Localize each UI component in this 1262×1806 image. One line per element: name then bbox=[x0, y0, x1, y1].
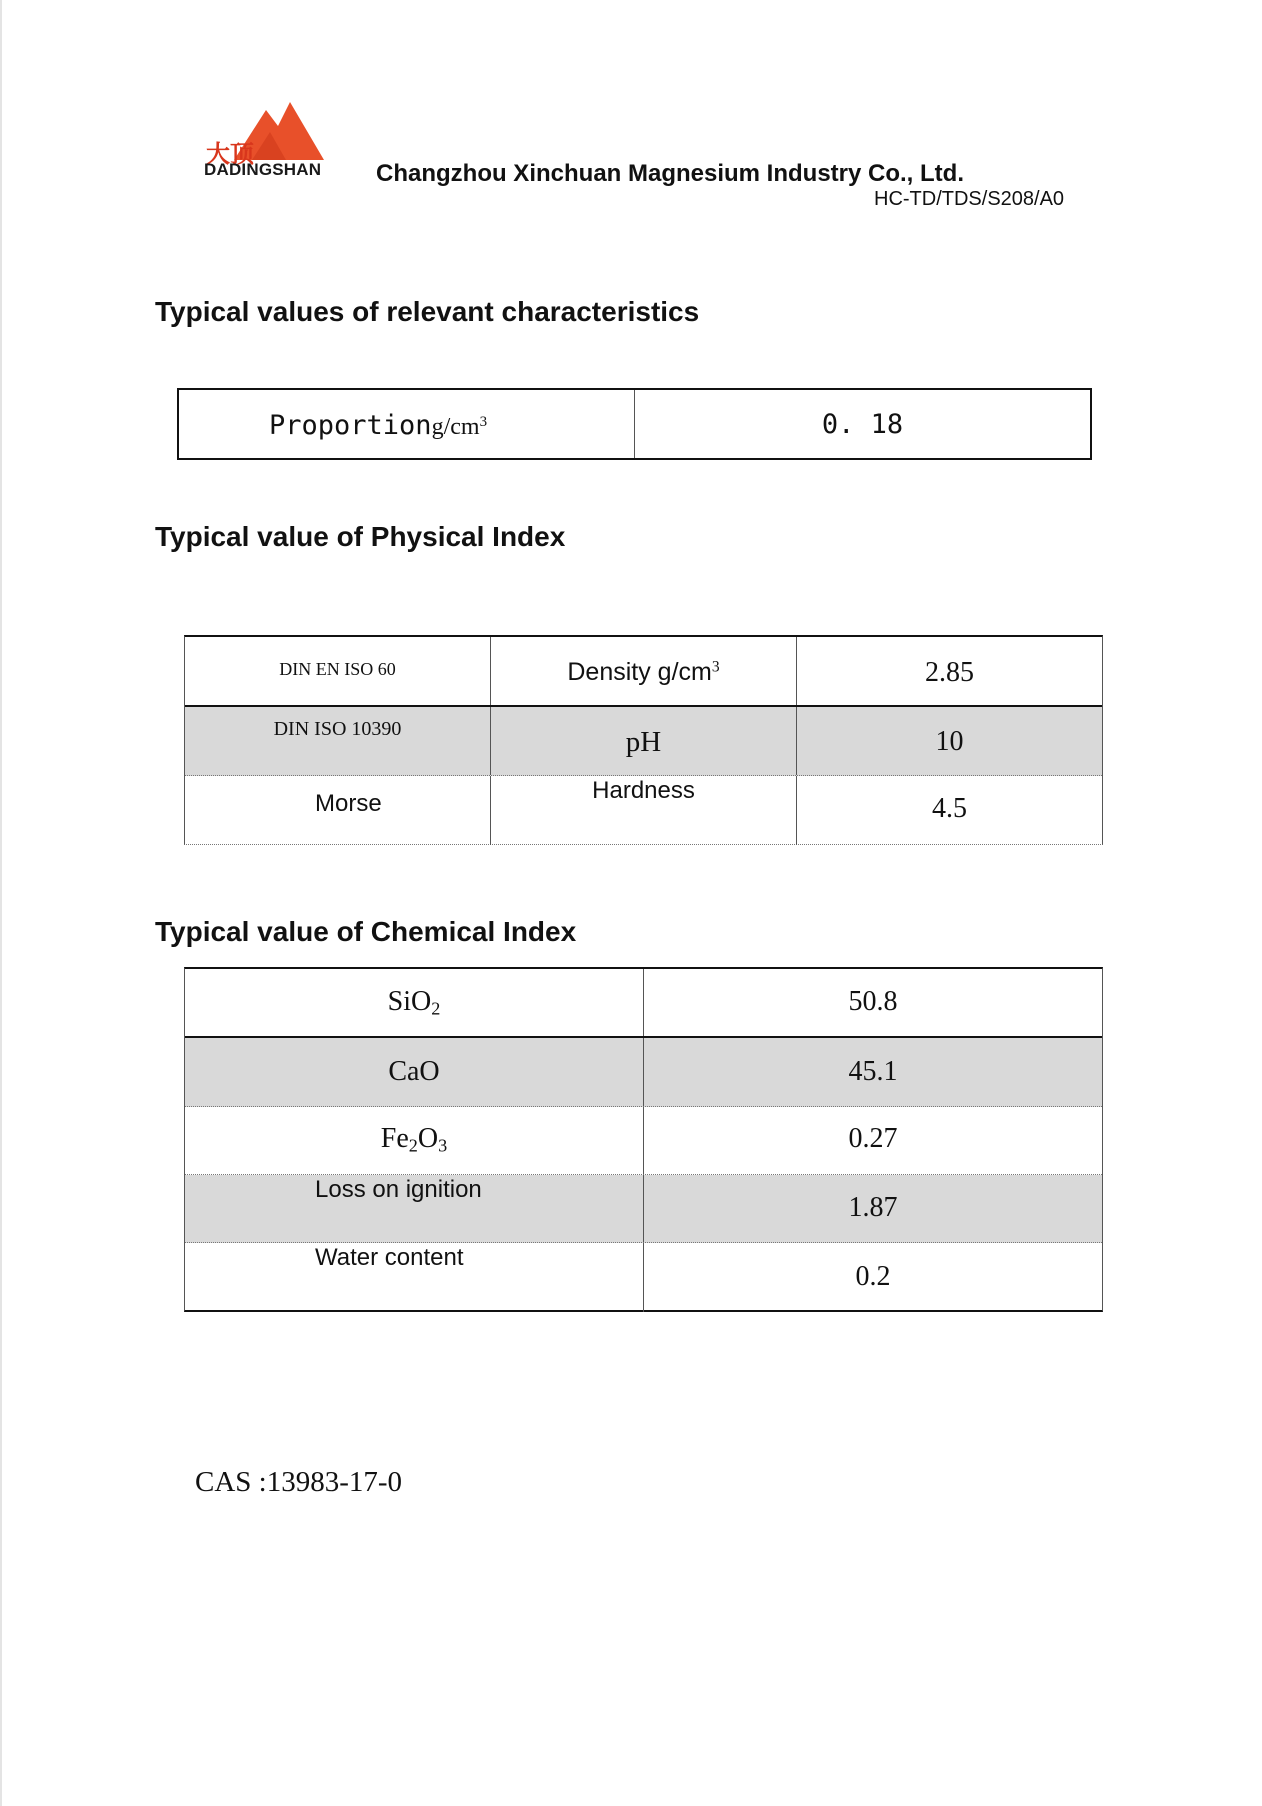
physical-standard: Morse bbox=[315, 790, 382, 817]
table-row bbox=[185, 1175, 1102, 1243]
table-row bbox=[185, 707, 1102, 776]
sio2-label: SiO bbox=[387, 986, 432, 1017]
section-title-physical: Typical value of Physical Index bbox=[155, 521, 566, 552]
chemical-value: 45.1 bbox=[848, 1056, 898, 1087]
fe-subscript: 2 bbox=[408, 1135, 418, 1156]
logo-chinese: 大顶 bbox=[206, 140, 254, 168]
chemical-value: 1.87 bbox=[848, 1192, 898, 1223]
chemical-value: 50.8 bbox=[848, 986, 898, 1017]
physical-value: 10 bbox=[935, 726, 964, 757]
chemical-name: Water content bbox=[315, 1244, 464, 1271]
chemical-name: CaO bbox=[388, 1056, 440, 1087]
proportion-unit: g/cm bbox=[431, 414, 480, 440]
relevant-table bbox=[177, 388, 1092, 460]
o-subscript: 3 bbox=[438, 1135, 448, 1156]
cas-number: CAS :13983-17-0 bbox=[195, 1466, 403, 1498]
density-label: Density g/cm bbox=[567, 658, 712, 686]
table-row bbox=[185, 969, 1102, 1038]
table-row bbox=[185, 1038, 1102, 1107]
physical-property bbox=[491, 658, 796, 687]
table-row bbox=[185, 1243, 1102, 1312]
chemical-name bbox=[185, 986, 643, 1020]
physical-standard: DIN ISO 10390 bbox=[273, 718, 402, 740]
chemical-table bbox=[184, 967, 1103, 1312]
table-row bbox=[185, 637, 1102, 707]
physical-table bbox=[184, 635, 1103, 845]
sio2-subscript: 2 bbox=[431, 998, 441, 1019]
proportion-value-cell bbox=[635, 390, 1090, 458]
physical-property: pH bbox=[625, 726, 662, 758]
section-title-chemical: Typical value of Chemical Index bbox=[155, 916, 577, 947]
chemical-name bbox=[185, 1123, 643, 1157]
density-unit-exponent: 3 bbox=[711, 658, 720, 676]
physical-standard: DIN EN ISO 60 bbox=[279, 659, 396, 679]
proportion-label-cell bbox=[179, 390, 635, 458]
chemical-name: Loss on ignition bbox=[315, 1176, 482, 1203]
proportion-value: 0. 18 bbox=[821, 409, 904, 440]
table-row bbox=[185, 776, 1102, 845]
section-title-relevant: Typical values of relevant characteristics bbox=[155, 296, 700, 327]
physical-property: Hardness bbox=[592, 777, 695, 804]
chemical-value: 0.27 bbox=[848, 1123, 898, 1154]
fe-label: Fe bbox=[380, 1123, 409, 1154]
table-row bbox=[185, 1107, 1102, 1175]
physical-value: 2.85 bbox=[925, 657, 974, 688]
company-name: Changzhou Xinchuan Magnesium Industry Co., Ltd. bbox=[376, 160, 964, 187]
logo-wordmark: DADINGSHAN bbox=[204, 160, 322, 179]
proportion-label: Proportion bbox=[269, 410, 432, 441]
physical-value: 4.5 bbox=[932, 793, 967, 824]
document-code: HC-TD/TDS/S208/A0 bbox=[874, 188, 1065, 210]
o-label: O bbox=[417, 1123, 439, 1154]
company-logo bbox=[204, 98, 334, 180]
chemical-value: 0.2 bbox=[855, 1261, 891, 1292]
proportion-unit-exponent: 3 bbox=[479, 413, 488, 430]
